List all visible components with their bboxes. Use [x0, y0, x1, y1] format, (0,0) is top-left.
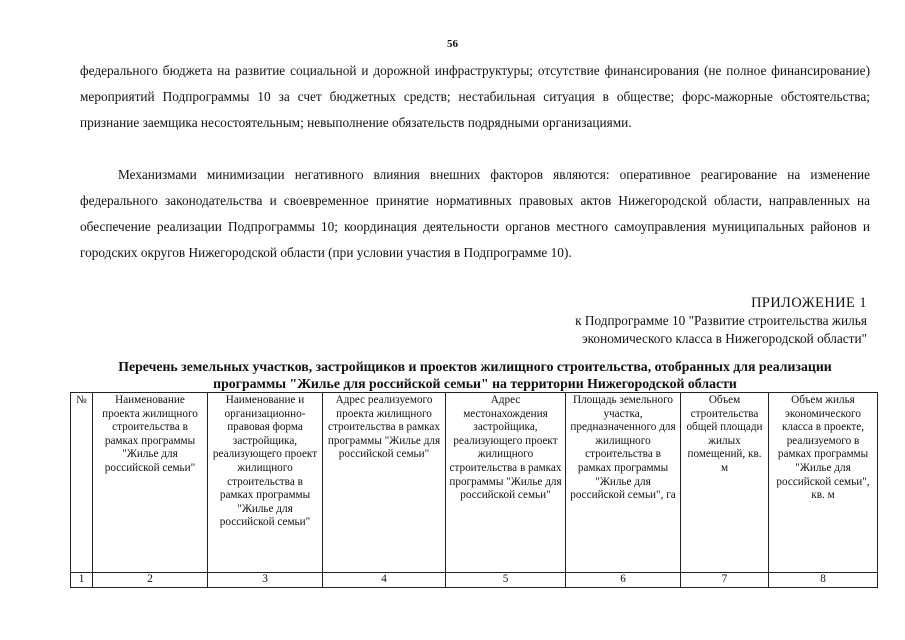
header-developer-address: Адрес местонахождения застройщика, реализующего проект жилищного строительства в рамках программы "Жилье для российской семьи" — [446, 393, 566, 573]
table-number-row — [71, 573, 878, 588]
land-plots-table — [70, 392, 878, 588]
column-number-5: 5 — [446, 573, 566, 588]
column-number-4: 4 — [323, 573, 446, 588]
column-number-1: 1 — [71, 573, 93, 588]
appendix-subtitle-line-2: экономического класса в Нижегородской области" — [581, 331, 867, 346]
header-economy-housing-volume: Объем жилья экономического класса в проекте, реализуемого в рамках программы "Жилье для российской семьи", кв. м — [769, 393, 878, 573]
body-paragraph-1: федерального бюджета на развитие социальной и дорожной инфраструктуры; отсутствие финансирования (не полное финансирование) мероприятий Подпрограммы 10 за счет бюджетных средств; нестабильная ситуация в обществе; форс-мажорные обстоятельства; признание заемщика несостоятельным; невыполнение обязательств подрядными организациями. — [80, 63, 870, 130]
column-number-8: 8 — [769, 573, 878, 588]
header-project-name: Наименование проекта жилищного строительства в рамках программы "Жилье для российской семьи" — [93, 393, 208, 573]
appendix-heading — [575, 294, 867, 348]
header-construction-volume: Объем строительства общей площади жилых помещений, кв. м — [681, 393, 769, 573]
appendix-title: ПРИЛОЖЕНИЕ 1 — [751, 295, 867, 311]
page-number: 56 — [447, 38, 458, 50]
header-land-area: Площадь земельного участка, предназначенного для жилищного строительства в рамках программы "Жилье для российской семьи", га — [566, 393, 681, 573]
column-number-6: 6 — [566, 573, 681, 588]
header-project-address: Адрес реализуемого проекта жилищного строительства в рамках программы "Жилье для российской семьи" — [323, 393, 446, 573]
table-header-row — [71, 393, 878, 573]
column-number-3: 3 — [208, 573, 323, 588]
column-number-2: 2 — [93, 573, 208, 588]
table-title-line-1: Перечень земельных участков, застройщиков и проектов жилищного строительства, отобранных для реализации — [118, 359, 832, 374]
table-title — [70, 358, 880, 392]
header-developer-name: Наименование и организационно-правовая форма застройщика, реализующего проект жилищного строительства в рамках программы "Жилье для российской семьи" — [208, 393, 323, 573]
header-number: № — [71, 393, 93, 573]
column-number-7: 7 — [681, 573, 769, 588]
appendix-subtitle-line-1: к Подпрограмме 10 "Развитие строительства жилья — [575, 313, 867, 328]
table-title-line-2: программы "Жилье для российской семьи" на территории Нижегородской области — [213, 376, 737, 391]
body-paragraph-2: Механизмами минимизации негативного влияния внешних факторов являются: оперативное реагирование на изменение федерального законодательства и своевременное принятие нормативных правовых актов Нижегородской области, направленных на обеспечение реализации Подпрограммы 10; координация деятельности органов местного самоуправления муниципальных районов и городских округов Нижегородской области (при условии участия в Подпрограмме 10). — [80, 167, 870, 260]
